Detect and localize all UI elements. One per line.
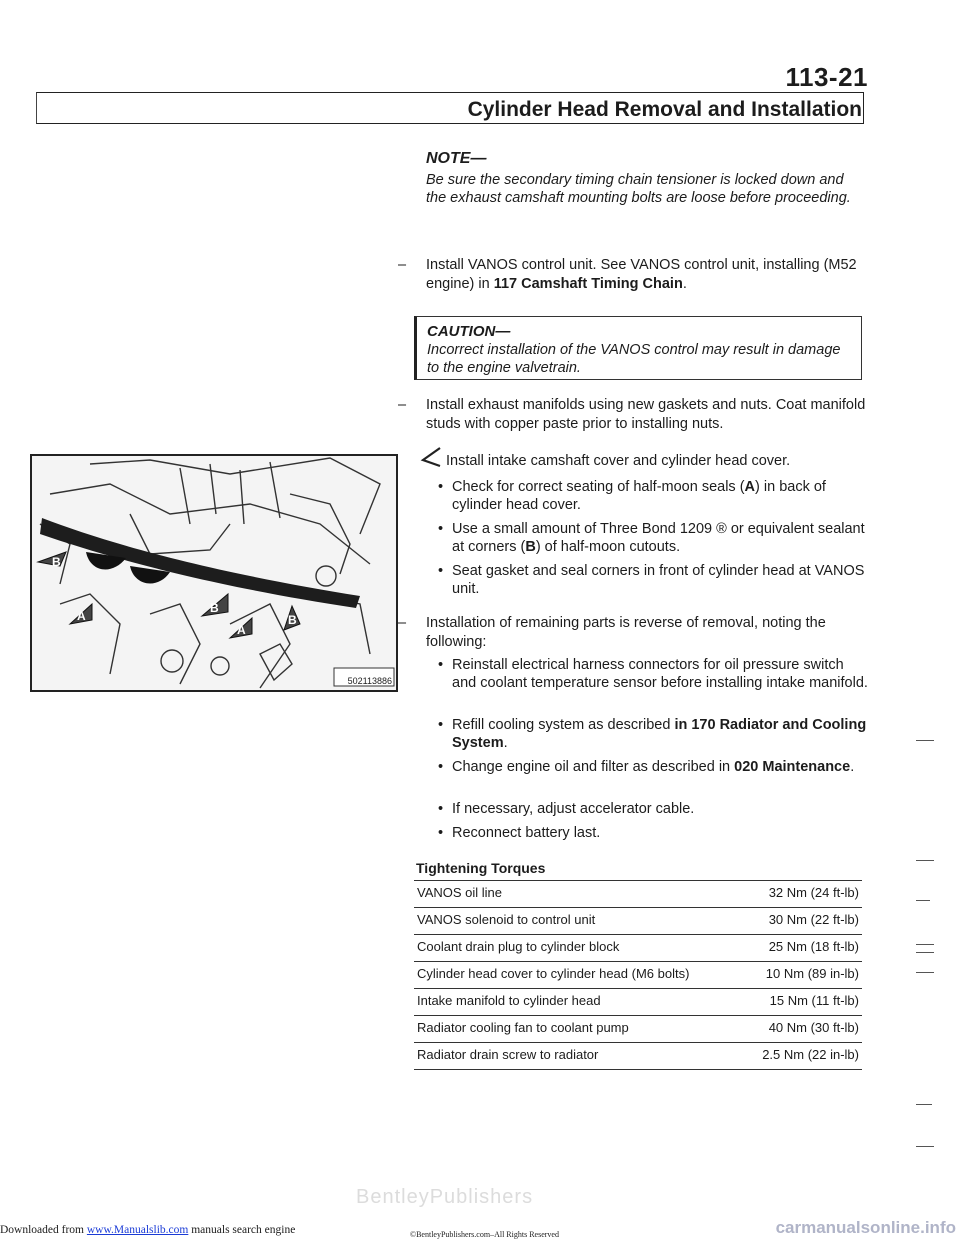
- note-text: Be sure the secondary timing chain tensioner is locked down and the exhaust camshaft mounting bolts are loose before proceeding.: [426, 171, 851, 206]
- step-text: Installation of remaining parts is reverse of removal, noting the following:: [426, 615, 826, 650]
- edge-mark: [916, 860, 934, 861]
- note-block: [426, 150, 862, 208]
- torque-value: 30 Nm (22 ft-lb): [703, 908, 863, 935]
- step-text: Install exhaust manifolds using new gaskets and nuts. Coat manifold studs with copper paste prior to installing nuts.: [426, 397, 866, 432]
- torque-table: [414, 880, 862, 1070]
- edge-mark: [916, 944, 934, 945]
- step-install-vanos: [398, 256, 868, 293]
- torque-item: Coolant drain plug to cylinder block: [414, 935, 703, 962]
- callout-a-label: A: [237, 623, 246, 637]
- site-brand[interactable]: carmanualsonline.info: [775, 1218, 956, 1237]
- bullet-icon: •: [438, 479, 444, 495]
- edge-mark: [916, 1146, 934, 1147]
- list-item: [438, 520, 868, 556]
- edge-mark: [916, 900, 930, 901]
- list-item: [438, 800, 868, 818]
- torque-value: 40 Nm (30 ft-lb): [703, 1016, 863, 1043]
- caution-box: [414, 316, 862, 380]
- callout-b-label: B: [288, 613, 297, 627]
- bullet-text: Reinstall electrical harness connectors for oil pressure switch and coolant temperature sensor before installing intake manifold.: [452, 657, 868, 691]
- bullet-text: If necessary, adjust accelerator cable.: [452, 801, 695, 817]
- bullet-text: Seat gasket and seal corners in front of cylinder head at VANOS unit.: [452, 563, 865, 597]
- bullet-icon: •: [438, 521, 444, 537]
- torque-item: Intake manifold to cylinder head: [414, 989, 703, 1016]
- publisher-watermark: BentleyPublishers: [356, 1186, 534, 1208]
- step-exhaust-manifolds: [398, 396, 868, 433]
- torque-table-title: Tightening Torques: [416, 860, 546, 876]
- table-row: [414, 962, 862, 989]
- edge-mark: [916, 952, 934, 953]
- bullet-text: Refill cooling system as described: [452, 717, 675, 733]
- step-remaining-parts: [398, 614, 868, 651]
- list-item: [438, 758, 868, 776]
- manualslib-link[interactable]: www.Manualslib.com: [86, 1224, 189, 1236]
- edge-mark: [916, 740, 934, 741]
- bullet-text: ) of half-moon cutouts.: [535, 539, 681, 555]
- callout-a-label: A: [77, 609, 86, 623]
- footer-text: manuals search engine: [188, 1224, 296, 1236]
- edge-mark: [916, 1104, 932, 1105]
- table-row: [414, 908, 862, 935]
- bullet-icon: •: [438, 801, 444, 817]
- section-title: Cylinder Head Removal and Installation: [467, 98, 862, 121]
- engine-photo: [30, 454, 398, 692]
- copyright-notice: ©BentleyPublishers.com–All Rights Reserved: [410, 1230, 559, 1239]
- cross-reference: 020 Maintenance: [734, 759, 851, 775]
- figure-id: 502113886: [347, 676, 392, 686]
- bullet-icon: •: [438, 717, 444, 733]
- torque-item: Cylinder head cover to cylinder head (M6 bolts): [414, 962, 703, 989]
- bullet-text: .: [850, 759, 855, 775]
- table-row: [414, 1043, 862, 1070]
- bullet-text: Check for correct seating of half-moon seals (: [452, 479, 745, 495]
- bullet-icon: •: [438, 657, 444, 673]
- table-row: [414, 935, 862, 962]
- table-row: [414, 881, 862, 908]
- table-row: [414, 1016, 862, 1043]
- edge-mark: [916, 972, 934, 973]
- torque-item: Radiator drain screw to radiator: [414, 1043, 703, 1070]
- dash-marker: –: [398, 257, 407, 273]
- step-text: Install VANOS control unit. See VANOS control unit, installing (M52 engine) in: [426, 257, 857, 292]
- torque-value: 10 Nm (89 in-lb): [703, 962, 863, 989]
- bullet-icon: •: [438, 759, 444, 775]
- torque-item: Radiator cooling fan to coolant pump: [414, 1016, 703, 1043]
- table-row: [414, 989, 862, 1016]
- download-footer: [0, 1224, 295, 1236]
- list-item: [438, 478, 868, 514]
- torque-value: 15 Nm (11 ft-lb): [703, 989, 863, 1016]
- list-item: [438, 562, 868, 598]
- torque-value: 2.5 Nm (22 in-lb): [703, 1043, 863, 1070]
- bullet-text: Change engine oil and filter as described in: [452, 759, 735, 775]
- callout-b-label: B: [210, 601, 219, 615]
- page-number: 113-21: [785, 62, 868, 92]
- bullet-icon: •: [438, 825, 444, 841]
- note-label: NOTE—: [426, 150, 487, 167]
- cross-reference: in 170 Radiator and Cooling System: [452, 717, 867, 751]
- dash-marker: –: [398, 397, 407, 413]
- list-item: [438, 824, 868, 842]
- caution-text: Incorrect installation of the VANOS control may result in damage to the engine valvetrain.: [427, 342, 841, 376]
- bullet-text: Use a small amount of Three Bond 1209 ® or equivalent sealant at corners (: [452, 521, 865, 555]
- list-item: [438, 656, 868, 692]
- bullet-icon: •: [438, 563, 444, 579]
- caution-label: CAUTION—: [427, 323, 511, 340]
- torque-item: VANOS oil line: [414, 881, 703, 908]
- cross-reference: 117 Camshaft Timing Chain: [493, 275, 683, 292]
- callout-label: A: [744, 479, 756, 495]
- callout-b-label: B: [52, 555, 61, 569]
- callout-label: B: [525, 539, 536, 555]
- torque-value: 32 Nm (24 ft-lb): [703, 881, 863, 908]
- figure-pointer-icon: [420, 446, 442, 473]
- torque-item: VANOS solenoid to control unit: [414, 908, 703, 935]
- step-end: .: [682, 275, 687, 292]
- bullet-text: Reconnect battery last.: [452, 825, 601, 841]
- bullet-text: .: [503, 735, 508, 751]
- bullet-text: ) in back of cylinder head cover.: [452, 479, 826, 513]
- list-item: [438, 716, 868, 752]
- footer-text: Downloaded from: [0, 1224, 87, 1236]
- step-intake-cover: Install intake camshaft cover and cylinder head cover.: [446, 453, 791, 469]
- torque-value: 25 Nm (18 ft-lb): [703, 935, 863, 962]
- dash-marker: –: [398, 615, 407, 631]
